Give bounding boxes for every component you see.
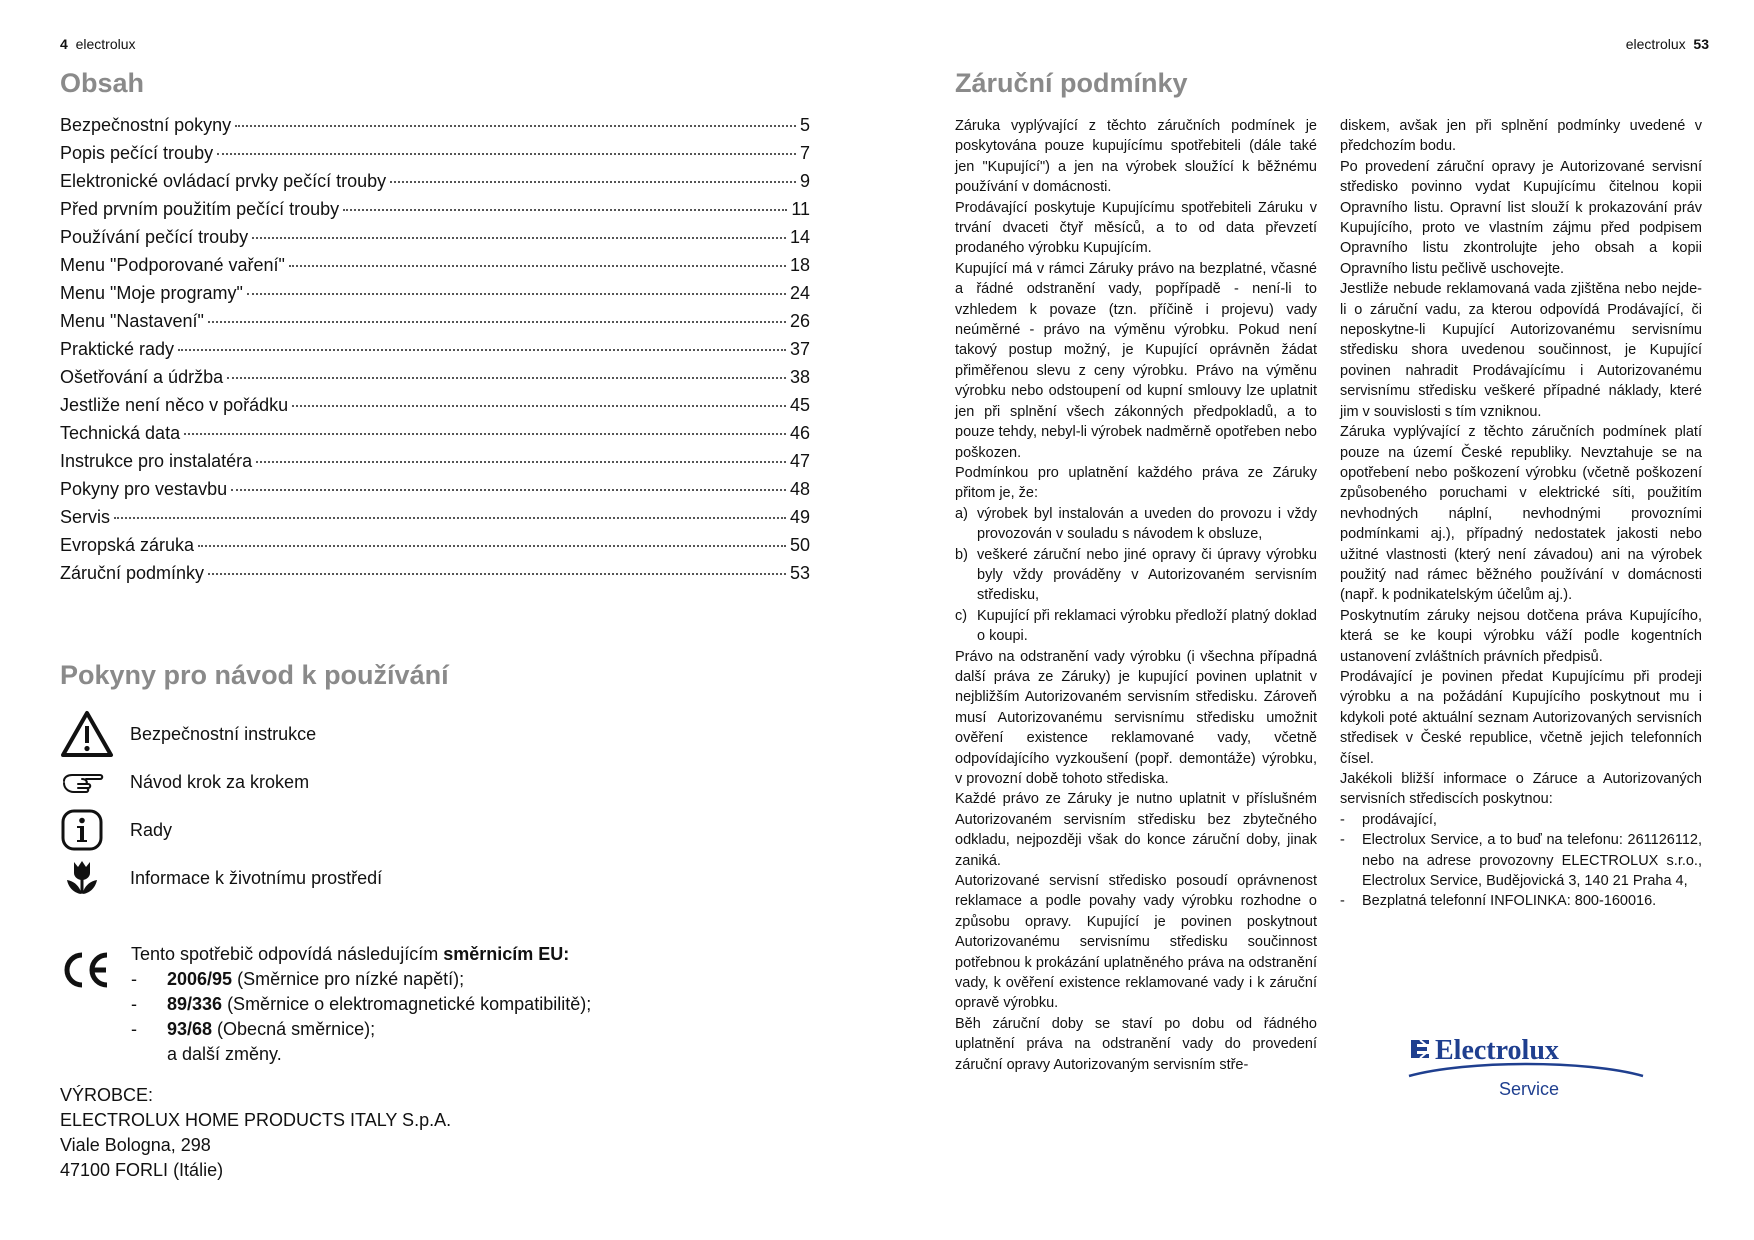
logo-subtitle: Service bbox=[1499, 1079, 1560, 1099]
symbol-legend bbox=[60, 710, 382, 902]
manufacturer-address: VÝROBCE: ELECTROLUX HOME PRODUCTS ITALY S.p.A. Viale Bologna, 298 47100 FORLI (Itálie) bbox=[60, 1085, 452, 1180]
toc-entry-title: Servis bbox=[60, 507, 111, 527]
toc-entry-title: Instrukce pro instalatéra bbox=[60, 451, 253, 471]
legend-label: Rady bbox=[130, 819, 173, 840]
legend-row bbox=[60, 854, 382, 902]
toc-entry-page: 11 bbox=[791, 199, 810, 219]
warranty-column-1 bbox=[955, 116, 1317, 1075]
warranty-paragraph: Právo na odstranění vady výrobku (i všechna případná další práva ze Záruky) je kupující povinen uplatnit v nejbližším Autorizovaném servisním středisku. Zároveň musí Autorizovanému servisnímu středisku umožnit ověření existence reklamované vady, včetně odpovídajícího vyzkoušení (popř. demontáže) výrobku, v provozní době tohoto střediska. bbox=[955, 648, 1317, 787]
warning-triangle-icon bbox=[60, 712, 124, 756]
toc-entry-page: 48 bbox=[789, 479, 810, 499]
toc-entry bbox=[60, 171, 810, 199]
toc-entry-title: Menu "Podporované vaření" bbox=[60, 255, 285, 275]
toc-leader-dots bbox=[227, 377, 786, 379]
toc-leader-dots bbox=[292, 405, 786, 407]
pointing-hand-icon bbox=[60, 760, 124, 804]
left-page-header bbox=[60, 36, 136, 52]
warranty-paragraph: diskem, avšak jen při splnění podmínky uvedené v předchozím bodu. bbox=[1340, 118, 1702, 155]
warranty-paragraph: Po provedení záruční opravy je Autorizované servisní středisko povinno vydat Kupujícímu čitelnou kopii Opravního listu. Opravní list slouží k prokazování práv Kupujícího, proto ve vlastním zájmu před podpisem Opravního listu zkontrolujte jeho obsah a kopii Opravního listu pečlivě uschovejte. bbox=[1340, 158, 1702, 277]
toc-entry-title: Záruční podmínky bbox=[60, 563, 205, 583]
warranty-paragraph: Autorizované servisní středisko posoudí oprávnenost reklamace a podle povahy vady výrobku rozhodne o způsobu opravy. Kupující je povinen poskytnout Autorizovanému servisnímu středisku součinnost potřebnou k prokázání uplatněného práva na odstranění vady, k ověření existence reklamované vady i k záruční opravě výrobku. bbox=[955, 873, 1317, 1012]
ce-intro: Tento spotřebič odpovídá následujícím směrnicím EU: bbox=[131, 944, 570, 964]
legend-row bbox=[60, 710, 382, 758]
table-of-contents bbox=[60, 115, 810, 591]
warranty-paragraph: Poskytnutím záruky nejsou dotčena práva Kupujícího, která se ke koupi výrobku váží podle kogentních ustanovení zvláštních právních předpisů. bbox=[1340, 607, 1702, 665]
toc-entry bbox=[60, 115, 810, 143]
legend-label: Informace k životnímu prostředí bbox=[130, 867, 383, 888]
legend-row bbox=[60, 758, 382, 806]
warranty-list-item: - Bezplatná telefonní INFOLINKA: 800-160016. bbox=[1340, 893, 1657, 910]
toc-entry bbox=[60, 283, 810, 311]
toc-entry-title: Evropská záruka bbox=[60, 535, 195, 555]
warranty-list-item: - prodávající, bbox=[1340, 811, 1437, 828]
legend-label: Návod krok za krokem bbox=[130, 771, 310, 792]
electrolux-emblem-icon bbox=[1409, 1038, 1431, 1060]
warranty-paragraph: Kupující má v rámci Záruky právo na bezplatné, včasné a řádné odstranění vady, popřípadě - není-li to vzhledem k povaze (tzn. příčině i projevu) vady neúměrné - právo na výměnu výrobku. Pokud není takový postup možný, je Kupující oprávněn žádat přiměřenou slevu z ceny výrobku. Právo na výměnu výrobku nebo odstoupení od kupní smlouvy lze uplatnit jen při splnění všech zákonných předpokladů, a to pouze tehdy, nebyl-li výrobek nadměrně opotřeben nebo poškozen. bbox=[955, 260, 1317, 461]
toc-entry-title: Menu "Moje programy" bbox=[60, 283, 243, 303]
info-icon bbox=[60, 808, 124, 852]
directive-item: - 93/68 (Obecná směrnice); bbox=[131, 1019, 376, 1039]
right-page-header bbox=[1626, 36, 1709, 52]
toc-entry-page: 47 bbox=[789, 451, 810, 471]
left-page-number: 4 bbox=[60, 36, 68, 52]
electrolux-service-logo bbox=[1407, 1030, 1647, 1130]
toc-leader-dots bbox=[289, 265, 786, 267]
toc-entry bbox=[60, 199, 810, 227]
toc-leader-dots bbox=[252, 237, 786, 239]
warranty-column-2 bbox=[1340, 116, 1702, 912]
warranty-paragraph: Záruka vyplývající z těchto záručních podmínek je poskytována pouze kupujícímu spotřebiteli (dále také jen "Kupující") a jen na výrobek sloužící k běžnému používání v domácnosti. bbox=[955, 118, 1317, 196]
legend-row bbox=[60, 806, 382, 854]
toc-entry-page: 24 bbox=[789, 283, 810, 303]
toc-leader-dots bbox=[208, 573, 786, 575]
warranty-paragraph: Záruka vyplývající z těchto záručních podmínek platí pouze na území České republiky. Nevztahuje se na opotřebení nebo poškození výrobku (včetně poškození způsobeného poruchami v elektrické síti, použitím nevhodných náplní, nevhodnými provozními podmínkami aj.), případný nedostatek jakosti nebo užitné vlastnosti (který není závadou) ani na výrobek použitý nad rámec běžného používání v domácnosti (např. k podnikatelským účelům aj.). bbox=[1340, 424, 1702, 604]
ce-mark-icon bbox=[60, 950, 112, 995]
warranty-paragraph: Podmínkou pro uplatnění každého práva ze Záruky přitom je, že: bbox=[955, 464, 1317, 502]
warranty-title: Záruční podmínky bbox=[955, 68, 1188, 98]
toc-entry-page: 38 bbox=[789, 367, 810, 387]
toc-leader-dots bbox=[235, 125, 796, 127]
ce-declaration bbox=[60, 942, 591, 1067]
toc-entry bbox=[60, 563, 810, 591]
toc-entry-page: 46 bbox=[789, 423, 810, 443]
toc-entry bbox=[60, 255, 810, 283]
directive-item: - 2006/95 (Směrnice pro nízké napětí); bbox=[131, 969, 465, 989]
warranty-paragraph: Běh záruční doby se staví po dobu od řádného uplatnění práva na odstranění vady do provedení záruční opravy Autorizovaným servisním stře- bbox=[955, 1015, 1317, 1073]
toc-entry-page: 14 bbox=[789, 227, 810, 247]
toc-entry bbox=[60, 479, 810, 507]
warranty-paragraph: Prodávající poskytuje Kupujícímu spotřebiteli Záruku v trvání dvaceti čtyř měsíců, a to od data převzetí prodaného výrobku Kupujícím. bbox=[955, 199, 1317, 257]
toc-leader-dots bbox=[256, 461, 786, 463]
toc-entry-title: Ošetřování a údržba bbox=[60, 367, 224, 387]
toc-entry-title: Elektronické ovládací prvky pečící trouby bbox=[60, 171, 387, 191]
legend-label: Bezpečnostní instrukce bbox=[130, 723, 317, 744]
environment-flower-icon bbox=[60, 856, 124, 900]
ce-tail: a další změny. bbox=[167, 1044, 282, 1064]
toc-entry bbox=[60, 143, 810, 171]
toc-leader-dots bbox=[343, 209, 787, 211]
toc-leader-dots bbox=[208, 321, 786, 323]
right-page bbox=[877, 0, 1754, 1240]
toc-entry-title: Používání pečící trouby bbox=[60, 227, 249, 247]
warranty-paragraph: Prodávající je povinen předat Kupujícímu při prodeji výrobku a na požádání Kupujícího poskytnout mu i kdykoli poté aktuální seznam Autorizovaných servisních středisek v České republice, včetně jejich telefonních čísel. bbox=[1340, 668, 1702, 767]
warranty-list-item: c) Kupující při reklamaci výrobku předloží platný doklad o koupi. bbox=[955, 607, 1317, 645]
toc-entry-page: 45 bbox=[789, 395, 810, 415]
toc-entry bbox=[60, 367, 810, 395]
warranty-list-item: - Electrolux Service, a to buď na telefonu: 261126112, nebo na adrese provozovny ELECTROLUX s.r.o., Electrolux Service, Budějovická 3, 140 21 Praha 4, bbox=[1340, 832, 1702, 890]
toc-entry-page: 26 bbox=[789, 311, 810, 331]
warranty-list-item: a) výrobek byl instalován a uveden do provozu i vždy provozován v souladu s návodem k obsluze, bbox=[955, 505, 1317, 543]
toc-entry-title: Před prvním použitím pečící trouby bbox=[60, 199, 340, 219]
toc-entry bbox=[60, 451, 810, 479]
toc-entry-title: Pokyny pro vestavbu bbox=[60, 479, 228, 499]
toc-leader-dots bbox=[178, 349, 786, 351]
toc-entry-title: Menu "Nastavení" bbox=[60, 311, 204, 331]
toc-entry-page: 49 bbox=[789, 507, 810, 527]
toc-entry bbox=[60, 395, 810, 423]
toc-entry bbox=[60, 507, 810, 535]
directive-item: - 89/336 (Směrnice o elektromagnetické kompatibilitě); bbox=[131, 994, 592, 1014]
toc-entry-title: Technická data bbox=[60, 423, 181, 443]
right-brand: electrolux bbox=[1625, 36, 1686, 52]
toc-entry-page: 53 bbox=[789, 563, 810, 583]
toc-entry-page: 7 bbox=[799, 143, 810, 163]
logo-wordmark: Electrolux bbox=[1435, 1035, 1559, 1066]
toc-entry-title: Popis pečící trouby bbox=[60, 143, 214, 163]
toc-entry-page: 5 bbox=[799, 115, 810, 135]
warranty-paragraph: Každé právo ze Záruky je nutno uplatnit v příslušném Autorizovaném servisním středisku bez zbytečného odkladu, nejpozději však do konce záruční doby, jinak zaniká. bbox=[955, 791, 1317, 869]
toc-entry-page: 9 bbox=[799, 171, 810, 191]
toc-entry-page: 50 bbox=[789, 535, 810, 555]
toc-entry bbox=[60, 227, 810, 255]
toc-entry-title: Praktické rady bbox=[60, 339, 175, 359]
toc-leader-dots bbox=[217, 153, 796, 155]
left-brand: electrolux bbox=[75, 36, 136, 52]
toc-entry bbox=[60, 339, 810, 367]
toc-leader-dots bbox=[198, 545, 786, 547]
guide-title: Pokyny pro návod k používání bbox=[60, 660, 449, 690]
toc-entry-page: 37 bbox=[789, 339, 810, 359]
toc-entry-title: Jestliže není něco v pořádku bbox=[60, 395, 289, 415]
toc-leader-dots bbox=[390, 181, 796, 183]
contents-title: Obsah bbox=[60, 68, 145, 98]
warranty-paragraph: Jakékoli bližší informace o Záruce a Autorizovaných servisních střediscích poskytnou: bbox=[1340, 771, 1702, 808]
toc-leader-dots bbox=[114, 517, 786, 519]
warranty-list-item: b) veškeré záruční nebo jiné opravy či úpravy výrobku byly vždy prováděny v Autorizovaném servisním středisku, bbox=[955, 546, 1317, 604]
toc-entry-page: 18 bbox=[789, 255, 810, 275]
toc-leader-dots bbox=[231, 489, 786, 491]
toc-entry bbox=[60, 311, 810, 339]
toc-leader-dots bbox=[247, 293, 786, 295]
toc-leader-dots bbox=[184, 433, 786, 435]
toc-entry-title: Bezpečnostní pokyny bbox=[60, 115, 232, 135]
right-page-number: 53 bbox=[1693, 36, 1709, 52]
toc-entry bbox=[60, 423, 810, 451]
toc-entry bbox=[60, 535, 810, 563]
warranty-paragraph: Jestliže nebude reklamovaná vada zjištěna nebo nejde-li o záruční vadu, za kterou odpovídá Prodávající, či neposkytne-li Kupující Autorizovanému servisnímu středisku shora uvedenou součinnost, je Kupující povinen nahradit Prodávajícímu i Autorizovanému servisnímu středisku veškeré případné náklady, které jim v souvislosti s tím vzniknou. bbox=[1340, 281, 1702, 420]
